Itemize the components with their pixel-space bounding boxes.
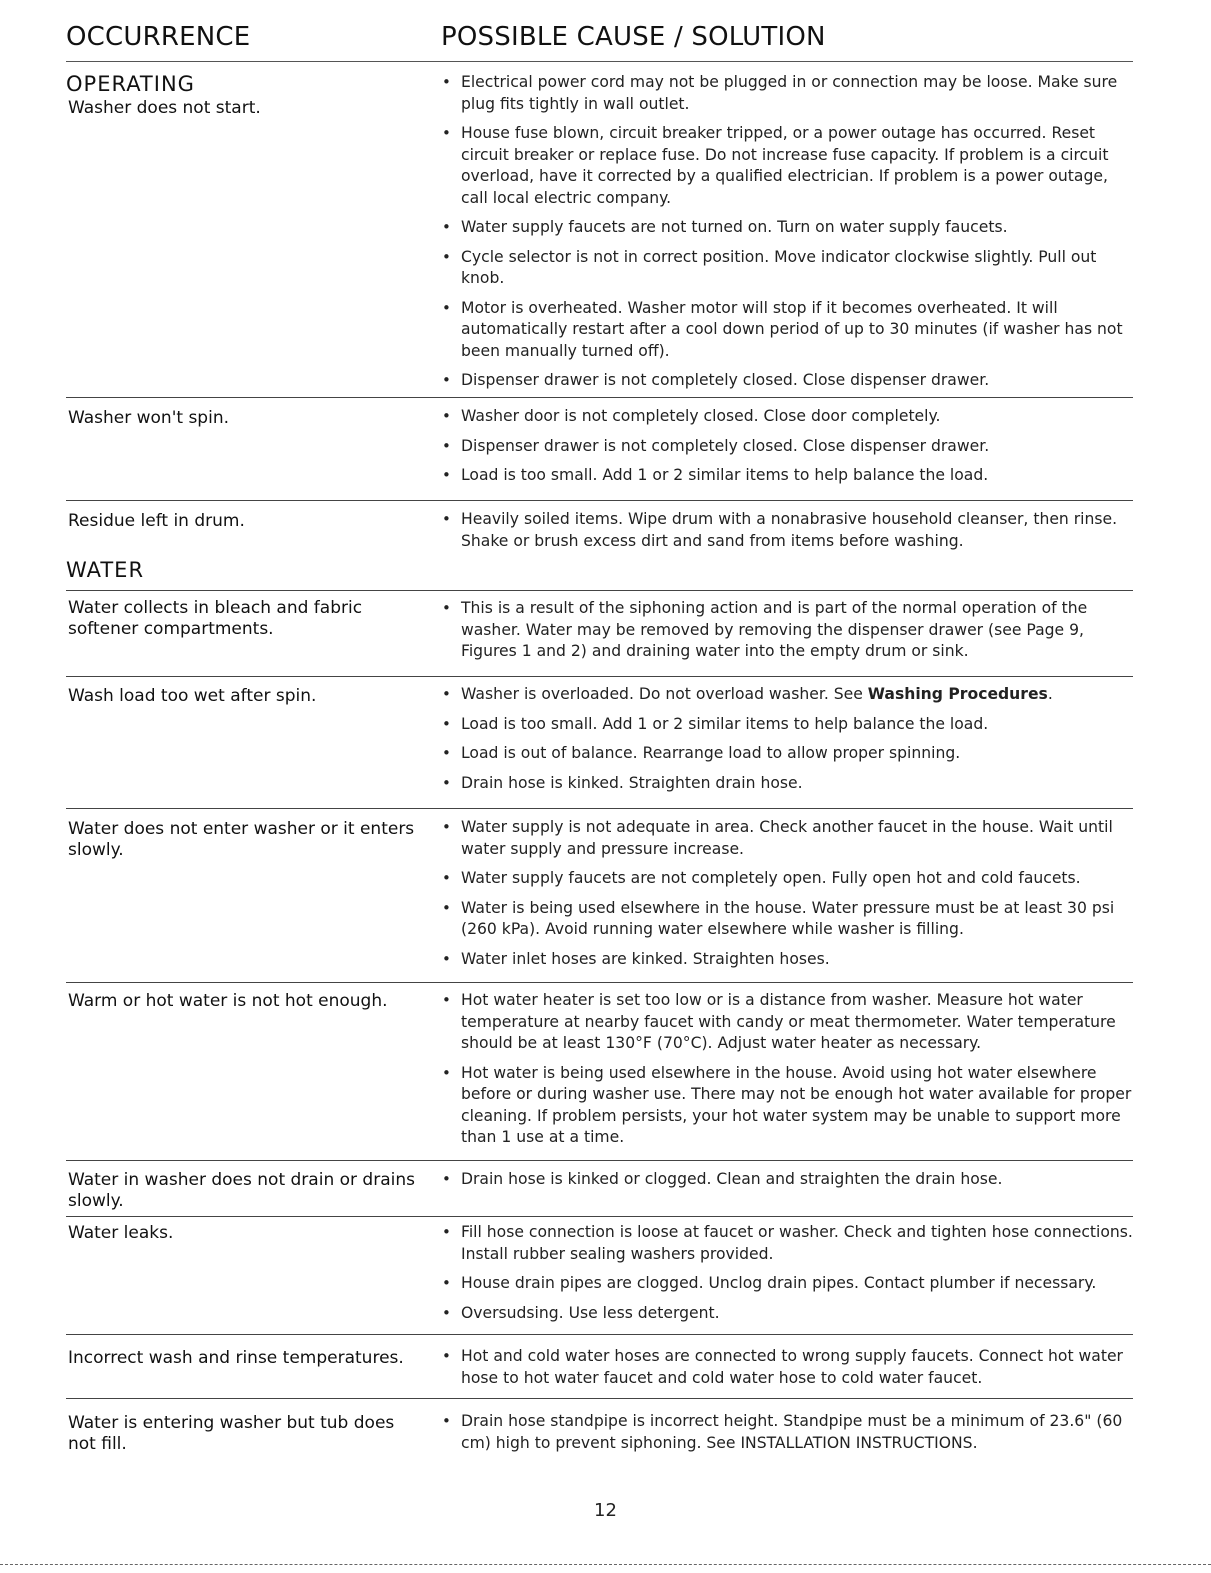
row-divider <box>66 1398 1133 1399</box>
causes-water-does-not-drain <box>441 1169 1133 1199</box>
row-divider <box>66 397 1133 398</box>
occurrence-water-does-not-enter: Water does not enter washer or it enters slowly. <box>68 819 415 860</box>
causes-water-not-hot-enough <box>441 990 1133 1157</box>
bullet-icon: • <box>442 685 451 703</box>
washing-procedures-reference: Washing Procedures <box>867 685 1048 703</box>
section-operating: OPERATING <box>66 72 195 96</box>
causes-water-leaks <box>441 1222 1133 1332</box>
cause-item: • Heavily soiled items. Wipe drum with a nonabrasive household cleanser, then rinse. Shake or brush excess dirt and sand from items before washing. <box>442 510 1118 550</box>
occurrence-wash-load-too-wet: Wash load too wet after spin. <box>68 686 317 706</box>
bullet-icon: • <box>442 1223 451 1241</box>
occurrence-washer-wont-spin: Washer won't spin. <box>68 408 229 428</box>
occurrence-washer-does-not-start: Washer does not start. <box>68 98 261 118</box>
bullet-icon: • <box>442 1347 451 1365</box>
cause-item: • Hot water heater is set too low or is a distance from washer. Measure hot water temperature at nearby faucet with candy or meat thermometer. Water temperature should be at least 130°F (70°C). Adjust water heater as necessary. <box>442 991 1116 1052</box>
bullet-icon: • <box>442 371 451 389</box>
cause-item: • Electrical power cord may not be plugged in or connection may be loose. Make sure plug fits tightly in wall outlet. <box>442 73 1118 113</box>
cause-item: • Drain hose is kinked or clogged. Clean and straighten the drain hose. <box>441 1169 1133 1191</box>
occurrence-column-header: OCCURRENCE <box>66 22 251 52</box>
cause-item: • Water supply is not adequate in area. Check another faucet in the house. Wait until water supply and pressure increase. <box>442 818 1113 858</box>
bullet-icon: • <box>442 1412 451 1430</box>
cause-item: • Water inlet hoses are kinked. Straighten hoses. <box>441 949 1133 971</box>
cause-item: • House drain pipes are clogged. Unclog drain pipes. Contact plumber if necessary. <box>441 1273 1133 1295</box>
causes-wash-load-too-wet <box>441 684 1133 802</box>
header-divider <box>66 61 1133 62</box>
bullet-icon: • <box>442 247 451 266</box>
bullet-icon: • <box>442 1274 451 1292</box>
cause-item: • Oversudsing. Use less detergent. <box>441 1303 1133 1325</box>
row-divider <box>66 808 1133 809</box>
row-divider <box>66 1216 1133 1217</box>
cause-item: • Hot and cold water hoses are connected to wrong supply faucets. Connect hot water hose to hot water faucet and cold water hose to cold water faucet. <box>442 1347 1123 1387</box>
bullet-icon: • <box>442 818 451 836</box>
bullet-icon: • <box>442 714 451 733</box>
cause-item: • This is a result of the siphoning action and is part of the normal operation of the washer. Water may be removed by removing the dispenser drawer (see Page 9, Figures 1 and 2) and draining water into the empty drum or sink. <box>442 599 1088 660</box>
causes-water-does-not-enter <box>441 817 1133 978</box>
bullet-icon: • <box>442 744 451 762</box>
row-divider <box>66 1334 1133 1335</box>
bullet-icon: • <box>442 436 451 455</box>
cause-item: • Motor is overheated. Washer motor will stop if it becomes overheated. It will automatically restart after a cool down period of up to 30 minutes (if washer has not been manually turned off). <box>442 298 1123 360</box>
bullet-icon: • <box>442 298 451 317</box>
cause-item: • Washer is overloaded. Do not overload washer. See Washing Procedures. <box>441 684 1133 706</box>
cause-item: • Dispenser drawer is not completely closed. Close dispenser drawer. <box>441 370 1133 392</box>
row-divider <box>66 590 1133 591</box>
causes-tub-does-not-fill <box>441 1411 1133 1462</box>
bullet-icon: • <box>442 124 451 142</box>
bullet-icon: • <box>442 407 451 425</box>
cause-item: • Load is too small. Add 1 or 2 similar items to help balance the load. <box>441 714 1133 736</box>
bullet-icon: • <box>442 73 451 91</box>
cause-item: • Water supply faucets are not completely open. Fully open hot and cold faucets. <box>441 868 1133 890</box>
row-divider <box>66 500 1133 501</box>
bullet-icon: • <box>442 1170 451 1188</box>
cause-item: • Load is out of balance. Rearrange load to allow proper spinning. <box>441 743 1133 765</box>
row-divider <box>66 676 1133 677</box>
bullet-icon: • <box>442 599 451 617</box>
occurrence-water-does-not-drain: Water in washer does not drain or drains slowly. <box>68 1170 415 1211</box>
bullet-icon: • <box>442 466 451 484</box>
occurrence-water-not-hot-enough: Warm or hot water is not hot enough. <box>68 991 388 1011</box>
cause-item: • Cycle selector is not in correct position. Move indicator clockwise slightly. Pull out knob. <box>442 247 1097 287</box>
causes-washer-does-not-start <box>441 72 1133 400</box>
bullet-icon: • <box>442 991 451 1009</box>
causes-incorrect-temperatures <box>441 1346 1133 1397</box>
bullet-icon: • <box>442 869 451 887</box>
bottom-edge-rule <box>0 1564 1211 1565</box>
cause-item: • Drain hose standpipe is incorrect height. Standpipe must be a minimum of 23.6" (60 cm) high to prevent siphoning. See INSTALLATION INSTRUCTIONS. <box>442 1412 1123 1452</box>
section-water: WATER <box>66 558 145 582</box>
bullet-icon: • <box>442 1063 451 1082</box>
cause-item: • House fuse blown, circuit breaker tripped, or a power outage has occurred. Reset circuit breaker or replace fuse. Do not increase fuse capacity. If problem is a circuit overload, have it corrected by a qualified electrician. If problem is a power outage, call local electric company. <box>442 124 1109 207</box>
cause-column-header: POSSIBLE CAUSE / SOLUTION <box>441 22 826 52</box>
cause-item: • Hot water is being used elsewhere in the house. Avoid using hot water elsewhere before or during washer use. There may not be enough hot water available for proper cleaning. If problem persists, your hot water system may be unable to support more than 1 use at a time. <box>442 1063 1132 1146</box>
bullet-icon: • <box>442 949 451 968</box>
cause-item: • Fill hose connection is loose at faucet or washer. Check and tighten hose connections. Install rubber sealing washers provided. <box>442 1223 1133 1263</box>
bullet-icon: • <box>442 510 451 528</box>
bullet-icon: • <box>442 1303 451 1322</box>
cause-item: • Dispenser drawer is not completely closed. Close dispenser drawer. <box>441 436 1133 458</box>
cause-item: • Washer door is not completely closed. Close door completely. <box>441 406 1133 428</box>
occurrence-tub-does-not-fill: Water is entering washer but tub does not fill. <box>68 1413 395 1454</box>
occurrence-incorrect-temperatures: Incorrect wash and rinse temperatures. <box>68 1348 404 1368</box>
causes-washer-wont-spin <box>441 406 1133 495</box>
occurrence-residue-left-in-drum: Residue left in drum. <box>68 511 245 531</box>
causes-residue-left-in-drum <box>441 509 1133 560</box>
page-number: 12 <box>594 1500 617 1521</box>
cause-item: • Water is being used elsewhere in the house. Water pressure must be at least 30 psi (260 kPa). Avoid running water elsewhere while washer is filling. <box>442 898 1115 938</box>
cause-item: • Drain hose is kinked. Straighten drain hose. <box>441 773 1133 795</box>
bullet-icon: • <box>442 218 451 236</box>
row-divider <box>66 982 1133 983</box>
occurrence-water-collects: Water collects in bleach and fabric softener compartments. <box>68 598 363 639</box>
occurrence-water-leaks: Water leaks. <box>68 1223 174 1243</box>
bullet-icon: • <box>442 898 451 917</box>
cause-item: • Water supply faucets are not turned on. Turn on water supply faucets. <box>441 217 1133 239</box>
row-divider <box>66 1160 1133 1161</box>
bullet-icon: • <box>442 773 451 792</box>
causes-water-collects <box>441 598 1133 671</box>
cause-item: • Load is too small. Add 1 or 2 similar items to help balance the load. <box>441 465 1133 487</box>
